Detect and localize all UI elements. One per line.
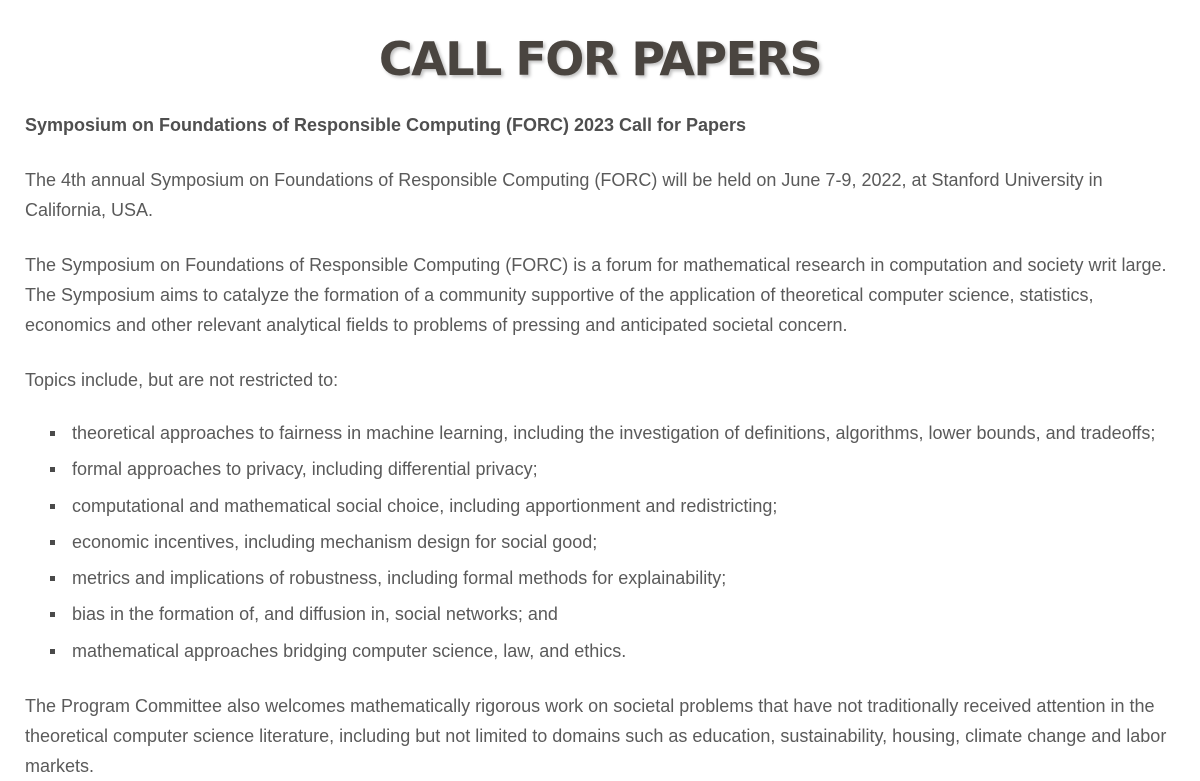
square-bullet-icon bbox=[50, 467, 55, 472]
page-title: CALL FOR PAPERS bbox=[378, 32, 822, 86]
list-item bbox=[25, 596, 1175, 632]
list-item bbox=[25, 488, 1175, 524]
list-item bbox=[25, 524, 1175, 560]
list-item-text: metrics and implications of robustness, including formal methods for explainability; bbox=[72, 568, 727, 589]
symposium-subtitle: Symposium on Foundations of Responsible Computing (FORC) 2023 Call for Papers bbox=[25, 115, 747, 135]
topics-intro: Topics include, but are not restricted to: bbox=[25, 370, 339, 390]
list-item-text: computational and mathematical social choice, including apportionment and redistricting; bbox=[72, 495, 778, 516]
list-item bbox=[25, 633, 1175, 669]
description-paragraph: The Symposium on Foundations of Responsible Computing (FORC) is a forum for mathematical research in computation and society writ large. The Symposium aims to catalyze the formation of a community supportive of the application of theoretical computer science, statistics, economics and other relevant analytical fields to problems of pressing and anticipated societal concern. bbox=[25, 255, 1167, 335]
list-item-text: mathematical approaches bridging computer science, law, and ethics. bbox=[72, 640, 627, 661]
square-bullet-icon bbox=[50, 431, 55, 436]
square-bullet-icon bbox=[50, 612, 55, 617]
square-bullet-icon bbox=[50, 504, 55, 509]
list-item bbox=[25, 415, 1175, 451]
list-item-text: formal approaches to privacy, including differential privacy; bbox=[72, 459, 538, 480]
square-bullet-icon bbox=[50, 649, 55, 654]
intro-paragraph: The 4th annual Symposium on Foundations of Responsible Computing (FORC) will be held on June 7-9, 2022, at Stanford University in California, USA. bbox=[25, 170, 1103, 220]
list-item-text: bias in the formation of, and diffusion in, social networks; and bbox=[72, 604, 558, 625]
list-item-text: economic incentives, including mechanism design for social good; bbox=[72, 531, 598, 552]
square-bullet-icon bbox=[50, 576, 55, 581]
topics-list bbox=[25, 415, 1175, 669]
list-item-text: theoretical approaches to fairness in machine learning, including the investigation of definitions, algorithms, lower bounds, and tradeoffs; bbox=[72, 423, 1156, 443]
list-item bbox=[25, 451, 1175, 487]
closing-paragraph: The Program Committee also welcomes mathematically rigorous work on societal problems that have not traditionally received attention in the theoretical computer science literature, including but not limited to domains such as education, sustainability, housing, climate change and labor markets. bbox=[25, 696, 1167, 777]
square-bullet-icon bbox=[50, 540, 55, 545]
list-item bbox=[25, 560, 1175, 596]
